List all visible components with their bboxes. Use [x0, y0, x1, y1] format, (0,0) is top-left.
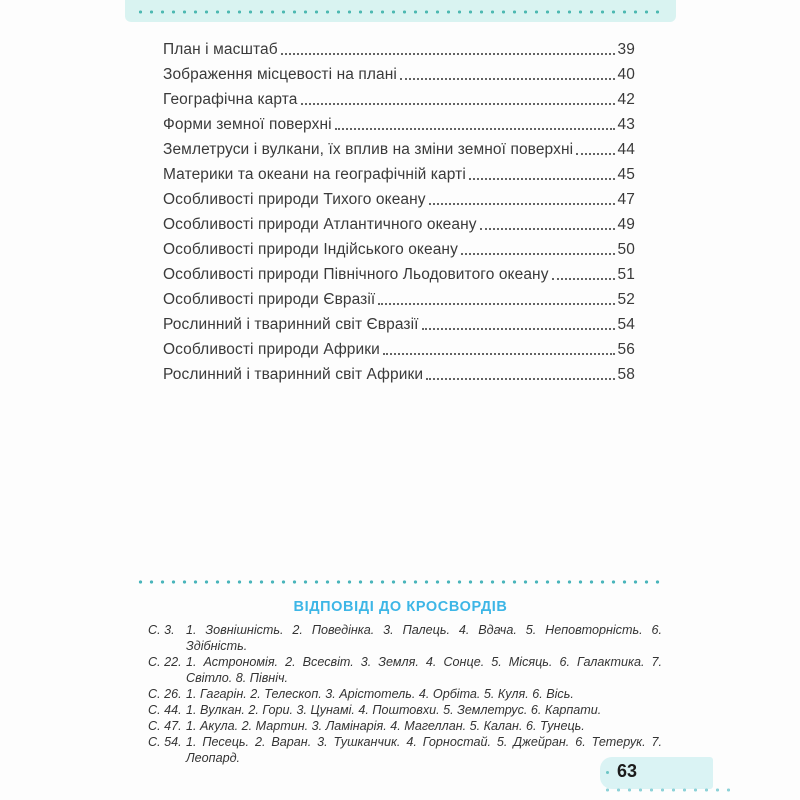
toc-entry	[163, 211, 635, 236]
toc-entry-page-number: 42	[617, 91, 635, 108]
toc-dotted-leader	[426, 378, 614, 380]
bottom-dotted-line	[602, 786, 730, 794]
top-dotted-line	[135, 8, 666, 16]
answer-text: 1. Зовнішність. 2. Поведінка. 3. Палець. 4. Вдача. 5. Неповторність. 6. Здібність.	[186, 623, 662, 653]
toc-dotted-leader	[378, 303, 614, 305]
badge-accent-dot	[606, 771, 609, 774]
crossword-answers-list	[148, 622, 662, 766]
toc-entry-title: Особливості природи Індійського океану	[163, 241, 458, 258]
answer-item	[148, 702, 662, 718]
answer-page-label: С. 54.	[148, 735, 182, 749]
toc-dotted-leader	[429, 203, 615, 205]
answer-item	[148, 654, 662, 686]
toc-entry-title: Особливості природи Атлантичного океану	[163, 216, 477, 233]
toc-dotted-leader	[552, 278, 615, 280]
toc-entry-page-number: 56	[617, 341, 635, 358]
answer-page-label: С. 44.	[148, 703, 182, 717]
toc-entry	[163, 311, 635, 336]
toc-entry-page-number: 40	[617, 66, 635, 83]
toc-entry	[163, 61, 635, 86]
toc-entry	[163, 86, 635, 111]
toc-entry-page-number: 43	[617, 116, 635, 133]
toc-entry-title: Форми земної поверхні	[163, 116, 332, 133]
answer-page-label: С. 3.	[148, 623, 175, 637]
answers-section-heading: ВІДПОВІДІ ДО КРОСВОРДІВ	[293, 599, 508, 615]
toc-entry	[163, 261, 635, 286]
toc-dotted-leader	[480, 228, 615, 230]
toc-entry-title: Особливості природи Євразії	[163, 291, 376, 308]
toc-dotted-leader	[383, 353, 615, 355]
toc-entry-page-number: 51	[617, 266, 635, 283]
section-separator-dotted-line	[135, 578, 666, 586]
toc-entry-title: Особливості природи Тихого океану	[163, 191, 426, 208]
toc-entry-page-number: 47	[617, 191, 635, 208]
toc-entry-title: Рослинний і тваринний світ Євразії	[163, 316, 419, 333]
toc-entry	[163, 361, 635, 386]
toc-dotted-leader	[400, 78, 615, 80]
answer-text: 1. Вулкан. 2. Гори. 3. Цунамі. 4. Поштовхи. 5. Землетрус. 6. Карпати.	[186, 703, 602, 717]
toc-entry	[163, 236, 635, 261]
toc-entry-title: Рослинний і тваринний світ Африки	[163, 366, 424, 383]
table-of-contents	[163, 36, 635, 386]
toc-entry-page-number: 44	[617, 141, 635, 158]
toc-entry-title: Особливості природи Африки	[163, 341, 380, 358]
toc-entry	[163, 111, 635, 136]
answer-text: 1. Акула. 2. Мартин. 3. Ламінарія. 4. Магеллан. 5. Калан. 6. Тунець.	[186, 719, 585, 733]
toc-entry-page-number: 39	[617, 41, 635, 58]
toc-entry-page-number: 49	[617, 216, 635, 233]
toc-entry-title: План і масштаб	[163, 41, 278, 58]
answer-page-label: С. 26.	[148, 687, 182, 701]
toc-entry	[163, 336, 635, 361]
toc-entry-page-number: 52	[617, 291, 635, 308]
toc-dotted-leader	[422, 328, 615, 330]
toc-entry-page-number: 58	[617, 366, 635, 383]
toc-dotted-leader	[335, 128, 615, 130]
toc-entry-page-number: 50	[617, 241, 635, 258]
page-number-badge	[600, 757, 713, 789]
toc-entry	[163, 36, 635, 61]
toc-dotted-leader	[469, 178, 615, 180]
toc-entry	[163, 286, 635, 311]
toc-dotted-leader	[281, 53, 615, 55]
toc-entry-title: Землетруси і вулкани, їх вплив на зміни земної поверхні	[163, 141, 574, 158]
page-number: 63	[617, 761, 638, 781]
answer-item	[148, 734, 662, 766]
toc-dotted-leader	[576, 153, 614, 155]
answer-page-label: С. 47.	[148, 719, 182, 733]
toc-dotted-leader	[461, 253, 615, 255]
toc-entry	[163, 136, 635, 161]
toc-entry	[163, 161, 635, 186]
answer-page-label: С. 22.	[148, 655, 182, 669]
answer-text: 1. Астрономія. 2. Всесвіт. 3. Земля. 4. Сонце. 5. Місяць. 6. Галактика. 7. Світло. 8. Північ.	[186, 655, 662, 685]
toc-entry	[163, 186, 635, 211]
toc-entry-title: Географічна карта	[163, 91, 298, 108]
toc-dotted-leader	[301, 103, 615, 105]
answer-item	[148, 622, 662, 654]
toc-entry-title: Зображення місцевості на плані	[163, 66, 397, 83]
toc-entry-title: Материки та океани на географічній карті	[163, 166, 466, 183]
toc-entry-page-number: 54	[617, 316, 635, 333]
answer-item	[148, 718, 662, 734]
top-decorative-band	[125, 0, 676, 22]
answer-item	[148, 686, 662, 702]
toc-entry-title: Особливості природи Північного Льодовитого океану	[163, 266, 549, 283]
answer-text: 1. Песець. 2. Варан. 3. Тушканчик. 4. Горностай. 5. Джейран. 6. Тетерук. 7. Леопард.	[186, 735, 662, 765]
answer-text: 1. Гагарін. 2. Телескоп. 3. Арістотель. 4. Орбіта. 5. Куля. 6. Вісь.	[186, 687, 574, 701]
toc-entry-page-number: 45	[617, 166, 635, 183]
